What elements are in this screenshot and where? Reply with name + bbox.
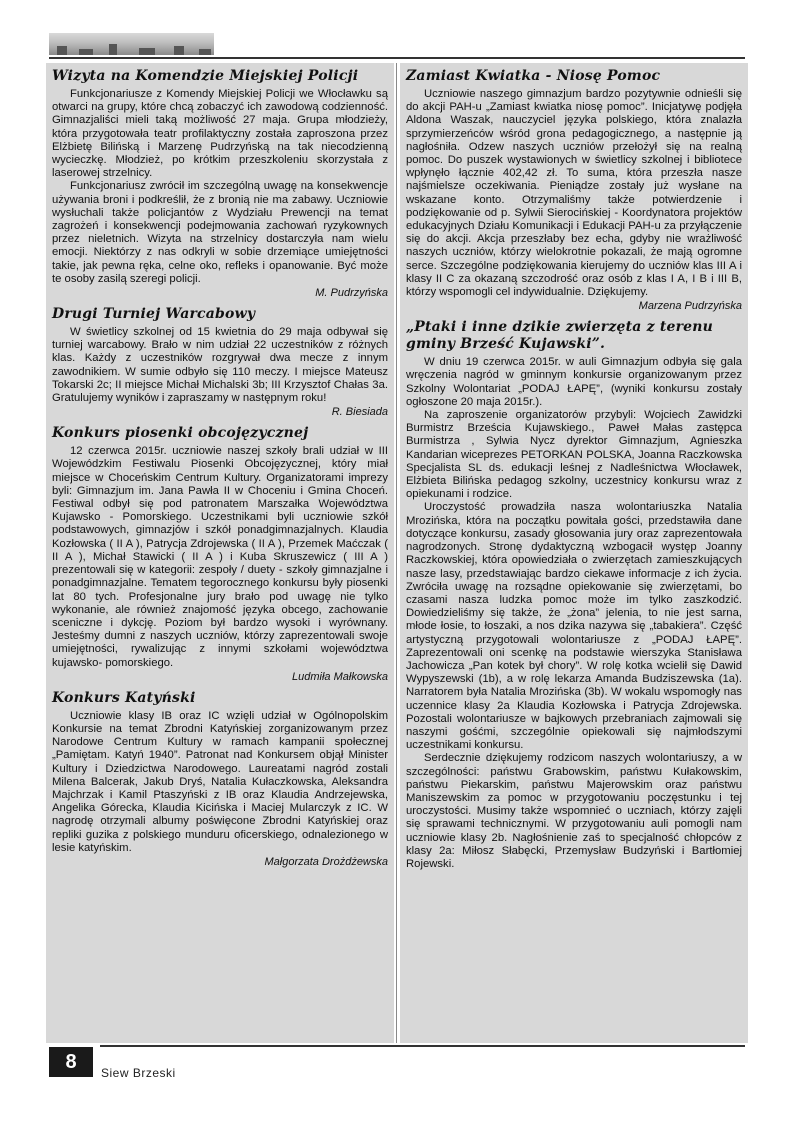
- article-paragraph: Funkcjonariusz zwrócił im szczególną uwagę na konsekwencje używania broni i podkreślił, że z bronią nie ma zabawy. Uczniowie wysłuchali także policjantów z Wydziału Prewencji na temat zagrożeń i konsekwencji podejmowania zachowań ryzykownych przez nieletnich. Wizyta na strzelnicy dostarczyła nam wielu emocji. Niektórzy z nas odkryli w sobie drzemiące umiejętności takie, jak pewna ręka, celne oko, refleks i opanowanie. Być może te osoby zasilą szeregi policji.: [52, 180, 388, 285]
- page-number: 8: [49, 1047, 93, 1077]
- article-charity: [406, 68, 742, 313]
- article-paragraph: Uroczystość prowadziła nasza wolontariuszka Natalia Mrozińska, która na początku powitała gości, przedstawiła dane dotyczące konkursu, zasady głosowania jury oraz zaprezentowała nagrodzonych. Stronę dydaktyczną wzbogacił występ Joanny Raczkowskiej, która opowiedziała o zwierzętach zamieszkujących nasze lasy, przedstawiając bardzo ciekawe informacje z ich życia. Zwróciła uwagę na rozsądne opiekowanie się zwierzętami, bo czasami nasza ludzka pomoc może im tylko zaszkodzić. Dowiedzieliśmy się także, że „żona” jelenia, to nie jest sarna, młode łosie, to łoszaki, a nos dzika nazywa się „tabakiera”. Część artystyczną przygotowali wolontariusze z „PODAJ ŁAPĘ”. Zaprezentowali oni scenkę na podstawie wierszyka Stanisława Jachowicza „Pan kotek był chory”. W rolę kotka wcielił się Dawid Wypyszewski (1b), a w rolę lekarza Amanda Budziszewska (1a). Narratorem była Natalia Mrozińska (3b). W wokalu wspomogły nas uczennice klasy 2a Klaudia Kozłowska i Patrycja Zdrojewska. Pozostali wolontariusze w bajkowych przebraniach zajmowali się naszymi gośćmi, szczególnie opiekowali się najmłodszymi uczestnikami konkursu.: [406, 501, 742, 752]
- article-title: „Ptaki i inne dzikie zwierzęta z terenu gminy Brześć Kujawski”.: [406, 319, 714, 353]
- article-title: Konkurs Katyński: [52, 689, 196, 706]
- article-paragraph: Funkcjonariusze z Komendy Miejskiej Policji we Włocławku są otwarci na grupy, które chcą zobaczyć ich zawodową codzienność. Gimnazjaliści mieli taką możliwość 27 maja. Grupa młodzieży, która przygotowała teatr profilaktyczny została zaproszona przez Elżbietę Bilińską i Marzenę Pudrzyńską na tak niecodzienną wycieczkę. Młodzież, po krótkim przeszkoleniu skorzystała z laserowej strzelnicy.: [52, 88, 388, 180]
- bottom-rule: [100, 1045, 745, 1047]
- article-checkers-tournament: [52, 306, 388, 419]
- column-divider: [396, 63, 397, 1043]
- article-signature: M. Pudrzyńska: [315, 287, 388, 300]
- article-paragraph: 12 czerwca 2015r. uczniowie naszej szkoły brali udział w III Wojewódzkim Festiwalu Piosenki Obcojęzycznej, który miał miejsce w Choceńskim Centrum Kultury. Organizatorami imprezy byli: Gimnazjum im. Jana Pawła II w Choceniu i Gmina Choceń. Festiwal odbył się pod patronatem Marszałka Województwa Kujawsko - Pomorskiego. Uczestnikami byli uczniowie szkół podstawowych, gimnazjów i szkół ponadgimnazjalnych. Klaudia Kozłowska ( II A ), Patrycja Zdrojewska ( II A ), Przemek Maćczak ( II A ), Michał Stawicki ( II A ) i Kuba Skruszewicz ( III A ) prezentowali się w kategorii: zespoły / duety - szkoły gimnazjalne i ponadgimnazjalne. Tematem tegorocznego konkursu były piosenki lat 80 tych. Profesjonalne jury brało pod uwagę nie tylko wykonanie, ale również znajomość języka obcego, zachowanie sceniczne i dykcję. Poziom był bardzo wysoki i wyrównany. Jesteśmy dumni z naszych uczniów, którzy zaprezentowali swoje umiejętności, rywalizując z innymi szkołami województwa kujawsko- pomorskiego.: [52, 445, 388, 669]
- article-song-contest: [52, 425, 388, 683]
- article-animals-contest: [406, 319, 742, 871]
- article-signature: R. Biesiada: [331, 406, 388, 419]
- article-signature: Ludmiła Małkowska: [292, 670, 388, 683]
- article-paragraph: Serdecznie dziękujemy rodzicom naszych wolontariuszy, a w szczególności: państwu Grabowskim, państwu Kułakowskim, państwu Piekarskim, państwu Majerowskim oraz państwu Maniszewskim za pomoc w przygotowaniu poczęstunku i tej uroczystości. Musimy także wspomnieć o uczniach, którzy zajęli się sprawami technicznymi. W przygotowaniu auli pomogli nam uczniowie klasy 2b. Nagłośnienie zaś to specjalność chłopców z klasy 2a: Miłosz Słabęcki, Przemysław Budzyński i Bartłomiej Rojewski.: [406, 752, 742, 870]
- article-title: Wizyta na Komendzie Miejskiej Policji: [52, 68, 359, 84]
- article-title: Konkurs piosenki obcojęzycznej: [52, 425, 309, 442]
- header-photo: [49, 33, 214, 55]
- left-column: [46, 63, 394, 1043]
- article-paragraph: Uczniowie klasy IB oraz IC wzięli udział w Ogólnopolskim Konkursie na temat Zbrodni Katyńskiej zorganizowanym przez Narodowe Centrum Kultury w ramach kampanii społecznej „Pamiętam. Katyń 1940”. Patronat nad Konkursem objął Minister Kultury i Dziedzictwa Narodowego. Laureatami nagród zostali Milena Balcerak, Jakub Dryś, Natalia Kułaczkowska, Aleksandra Majchrzak i Kamil Ptaszyński z IB oraz Klaudia Andrzejewska, Angelika Górecka, Klaudia Kicińska i Maciej Mularczyk z IC. W nagrodę otrzymali albumy poświęcone Zbrodni Katyńskiej oraz repliki guzika z polskiego munduru oficerskiego, odnalezionego w lesie katyńskim.: [52, 709, 388, 854]
- publication-name: Siew Brzeski: [101, 1066, 176, 1080]
- article-paragraph: W świetlicy szkolnej od 15 kwietnia do 29 maja odbywał się turniej warcabowy. Brało w nim udział 22 uczestników z różnych klas. Każdy z uczestników rozgrywał dwa mecze z innym zawodnikiem. W sumie odbyło się 110 meczy. I miejsce Mateusz Tokarski 2c; II miejsce Michał Michalski 3b; III Krzysztof Chałas 3a. Gratulujemy wyników i zapraszamy w następnym roku!: [52, 326, 388, 405]
- article-signature: Małgorzata Drożdżewska: [264, 855, 388, 868]
- article-paragraph: Uczniowie naszego gimnazjum bardzo pozytywnie odnieśli się do akcji PAH-u „Zamiast kwiatka niosę pomoc”. Inicjatywę podjęła Aldona Waszak, nauczyciel języka polskiego, która znalazła sprzymierzeńców wśród grona pedagogicznego, a następnie ją nagłośniła. Odzew naszych uczniów przełożył się na realną pomoc. Do puszek wystawionych w świetlicy szkolnej i bibliotece wpłynęło łącznie 402,42 zł. To suma, która przeszła nasze najśmielsze oczekiwania. Pieniądze zostały już wysłane na wskazane konto. Otrzymaliśmy także potwierdzenie i podziękowanie od p. Sylwii Sierocińskiej - Koordynatora projektów edukacyjnych Działu Komunikacji i Edukacji PAH-u za przyłączenie się do akcji. Akcja przeszłaby bez echa, gdyby nie wrażliwość naszych uczniów, którzy wielokrotnie pokazali, że mają ogromne serce. Szczególne podziękowania kierujemy do uczniów klas III A i klasy II C za okazaną szczodrość oraz osób z klas I A, I B i III B, którzy wspomogli cel indywidualnie. Dziękujemy.: [406, 88, 742, 299]
- article-katyn-contest: [52, 690, 388, 869]
- article-paragraph: W dniu 19 czerwca 2015r. w auli Gimnazjum odbyła się gala wręczenia nagród w gminnym konkursie organizowanym przez Szkolny Wolontariat „PODAJ ŁAPĘ”, (wyniki konkursu zostały ogłoszone 20 maja 2015r.).: [406, 356, 742, 408]
- article-title: Drugi Turniej Warcabowy: [52, 306, 256, 323]
- article-title: Zamiast Kwiatka - Niosę Pomoc: [406, 68, 661, 84]
- article-police-visit: [52, 68, 388, 300]
- article-signature: Marzena Pudrzyńska: [638, 300, 742, 313]
- article-paragraph: Na zaproszenie organizatorów przybyli: Wojciech Zawidzki Burmistrz Brześcia Kujawskiego., Paweł Małas zastępca Burmistrza , Sylwia Nycz dyrektor Gimnazjum, Agnieszka Kandarian wiceprezes PETORKAN POLSKA, Joanna Raczkowska Specjalista SL ds. edukacji leśnej z Nadleśnictwa Włocławek, Elżbieta Bilińska pedagog szkolny, uczestnicy konkursu wraz z opiekunami i rodzice.: [406, 409, 742, 501]
- top-rule: [49, 57, 745, 59]
- right-column: [400, 63, 748, 1043]
